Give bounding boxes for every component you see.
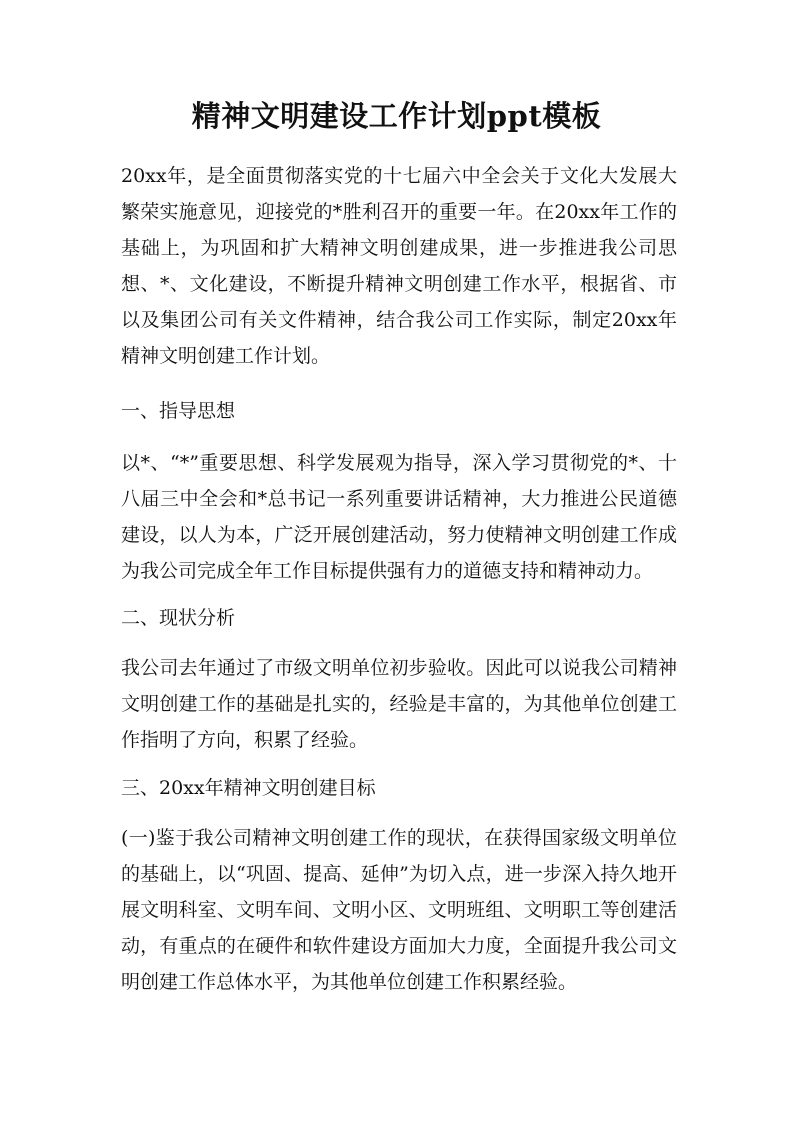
section-paragraph-guiding-ideology: 以*、“*”重要思想、科学发展观为指导，深入学习贯彻党的*、十八届三中全会和*总书记一系列重要讲话精神，大力推进公民道德建设，以人为本，广泛开展创建活动，努力使精神文明创建工作成为我公司完成全年工作目标提供强有力的道德支持和精神动力。	[121, 452, 677, 582]
section-heading-guiding-ideology: 一、指导思想	[121, 400, 236, 422]
intro-paragraph: 20xx年，是全面贯彻落实党的十七届六中全会关于文化大发展大繁荣实施意见，迎接党的*胜利召开的重要一年。在20xx年工作的基础上，为巩固和扩大精神文明创建成果，进一步推进我公司思想、*、文化建设，不断提升精神文明创建工作水平，根据省、市以及集团公司有关文件精神，结合我公司工作实际，制定20xx年精神文明创建工作计划。	[121, 165, 677, 367]
section-paragraph-status-analysis: 我公司去年通过了市级文明单位初步验收。因此可以说我公司精神文明创建工作的基础是扎实的，经验是丰富的，为其他单位创建工作指明了方向，积累了经验。	[121, 657, 677, 751]
section-heading-goals: 三、20xx年精神文明创建目标	[121, 777, 376, 799]
section-paragraph-goals: (一)鉴于我公司精神文明创建工作的现状，在获得国家级文明单位的基础上，以“巩固、提高、延伸”为切入点，进一步深入持久地开展文明科室、文明车间、文明小区、文明班组、文明职工等创建活动，有重点的在硬件和软件建设方面加大力度，全面提升我公司文明创建工作总体水平，为其他单位创建工作积累经验。	[121, 827, 677, 993]
section-heading-status-analysis: 二、现状分析	[121, 607, 236, 629]
document-title: 精神文明建设工作计划ppt模板	[191, 99, 602, 133]
